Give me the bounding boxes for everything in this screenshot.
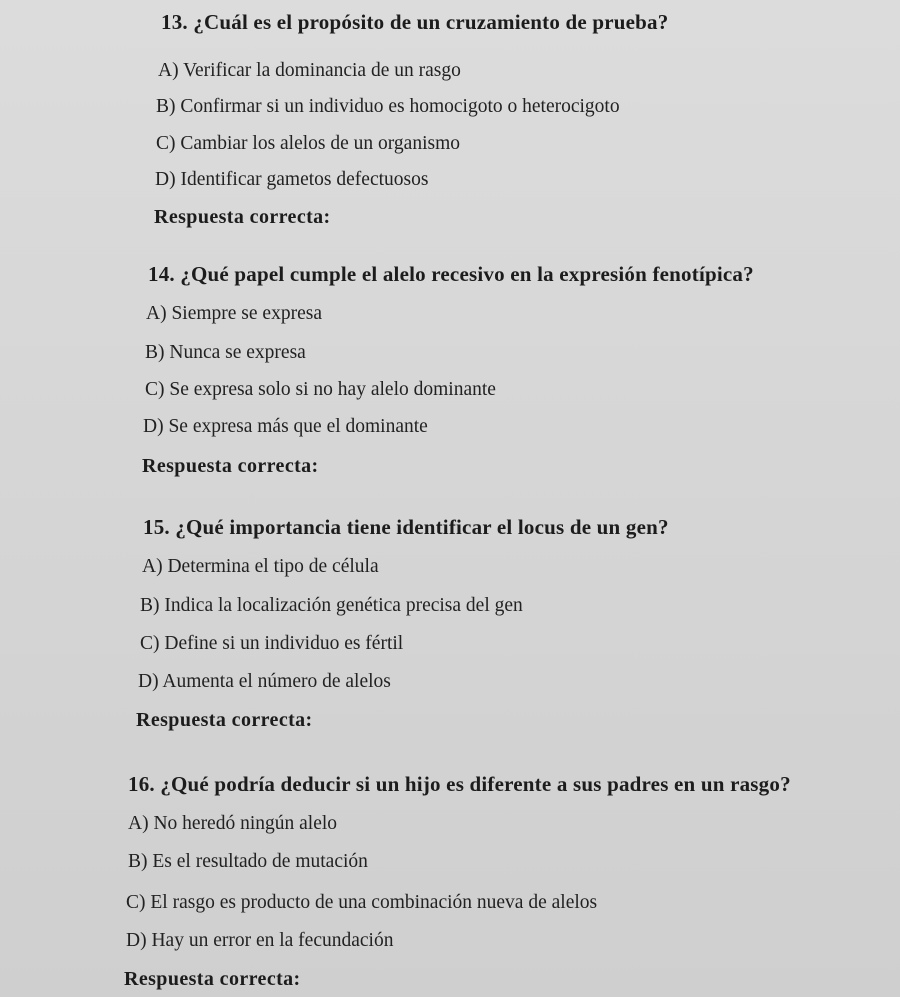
option-d: D) Identificar gametos defectuosos <box>155 169 429 190</box>
option-b: B) Es el resultado de mutación <box>128 851 368 872</box>
option-b: B) Confirmar si un individuo es homocigoto o heterocigoto <box>156 96 620 117</box>
answer-label: Respuesta correcta: <box>154 206 331 228</box>
option-c: C) Define si un individuo es fértil <box>140 633 404 654</box>
option-c: C) El rasgo es producto de una combinación nueva de alelos <box>126 892 598 913</box>
option-a: A) Siempre se expresa <box>146 303 322 324</box>
question-title: 14. ¿Qué papel cumple el alelo recesivo en la expresión fenotípica? <box>148 262 754 286</box>
question-title: 13. ¿Cuál es el propósito de un cruzamiento de prueba? <box>161 10 669 34</box>
question-title: 16. ¿Qué podría deducir si un hijo es diferente a sus padres en un rasgo? <box>128 772 791 796</box>
answer-label: Respuesta correcta: <box>142 455 319 477</box>
option-d: D) Hay un error en la fecundación <box>126 930 394 951</box>
question-title: 15. ¿Qué importancia tiene identificar el locus de un gen? <box>143 515 669 539</box>
option-c: C) Se expresa solo si no hay alelo dominante <box>145 379 496 400</box>
answer-label: Respuesta correcta: <box>124 968 301 990</box>
option-b: B) Nunca se expresa <box>145 342 306 363</box>
option-a: A) No heredó ningún alelo <box>128 813 338 834</box>
option-a: A) Verificar la dominancia de un rasgo <box>158 60 461 81</box>
option-b: B) Indica la localización genética precisa del gen <box>140 595 523 616</box>
answer-label: Respuesta correcta: <box>136 709 313 731</box>
option-d: D) Se expresa más que el dominante <box>143 416 428 437</box>
option-c: C) Cambiar los alelos de un organismo <box>156 133 461 154</box>
option-a: A) Determina el tipo de célula <box>142 556 379 577</box>
option-d: D) Aumenta el número de alelos <box>138 671 391 692</box>
